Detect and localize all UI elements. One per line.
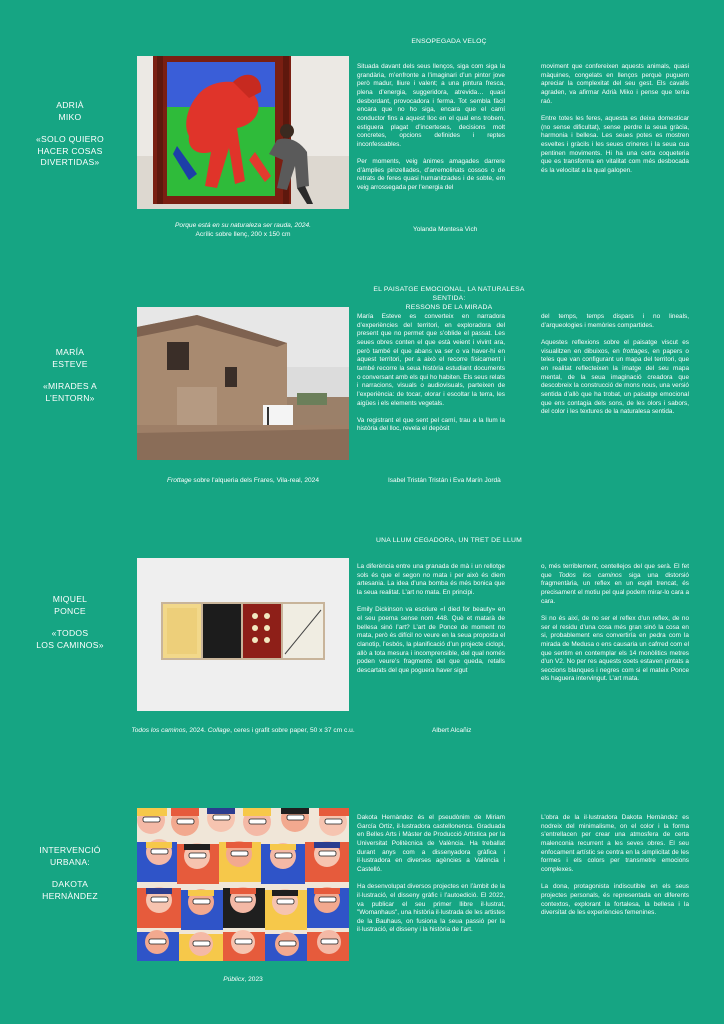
artist-label-maria-esteve: MARÍA ESTEVE «MIRADES A L’ENTORN» — [42, 347, 98, 403]
essay-column-left: María Esteve es converteix en narradora d’experiències del territori, en exploradora del present que no permet que s’oblide el passat. Les seues obres conten el que està veient i vivint ara, però també el que abans va ser o va haver-hi en aquest territori, per a això el recorre físicament i també recorre la seua història estudiant documents o conversant amb els qui ho habiten. Els seus relats i narracions, visuals o audiovisuals, parteixen de l’experiència: de tocar, olorar i escoltar la terra, les aigües i els elements vegetals. Va registrant el que sent pel camí, trau a la llum la història del lloc, revela el depòsit — [357, 313, 505, 433]
essay-author: Albert Alcañiz — [432, 727, 472, 734]
artwork-caption: Porque está en su naturaleza ser rauda, 2024. Acrílic sobre llenç, 200 x 150 cm — [175, 222, 311, 238]
artwork-caption: Públicx, 2023 — [223, 976, 263, 983]
essay-column-left: La diferència entre una granada de mà i un rellotge sols és que el segon no mata i per això és diem artesania. La idea d’una bomba és més bonica que la seua realitat. L’art no mata. En principi. Emily Dickinson va escriure «I died for beauty» en el seu poema sense nom 448. Què et matarà de bellesa sinó l’art? L’art de Ponce de moment no mata, però és difícil no veure en la seua proposta el clanotip, l’esbós, la planificació d’un projecte ciclopi, allò a tota mesura i incomprensible, del qual només poden veure’s fragments del que queda, retalls descartats del que poguera haver sigut — [357, 563, 505, 674]
artwork-photo-collage — [137, 558, 349, 711]
artist-name: ADRIÀ — [56, 100, 84, 110]
bio-column-left: Dakota Hernàndez és el pseudònim de Miriam García Ortiz, il·lustradora castellonenca. Graduada en Belles Arts i Màster de Producció Artística per la Universitat Politècnica de València. Ha treballat durant anys com a dissenyadora gràfica i il·lustradora en diverses agències a València i Castelló. Ha desenvolupat diversos projectes en l’àmbit de la il·lustració, el disseny gràfic i l’autoedició. El 2022, va publicar el seu primer llibre il·lustrat, "Womanhaus", una història il·lustrada de les artistes de la Bauhaus, on fusiona la seua passió per la il·lustració, el disseny i la història de l’art. — [357, 814, 505, 934]
essay-column-right: del temps, temps dispars i no lineals, d’arqueologies i memòries compartides. Aquestes reflexions sobre el paisatge viscut es visualitzen en dibuixos, en frottages, en papers o teles que van configurant un mapa del territori, que en realitat reflecteixen la imatge del seu mapa mental, de la seua imaginació creadora que descobreix la construcció de mons nous, una versió sentida d’allò que ha trobat, un paisatge emocional que ens contagia dels sons, de les olors i sabors, del color i les textures de la naturalesa sentida. — [541, 313, 689, 416]
artwork-caption: Todos los caminos, 2024. Collage, ceres i grafit sobre paper, 50 x 37 cm c.u. — [131, 727, 355, 734]
artwork-illustration-crowd — [137, 808, 349, 961]
bio-column-right: L’obra de la il·lustradora Dakota Hernàndez es nodreix del minimalisme, on el color i la forma s’entrellacen per crear una atmosfera de certa malenconia recurrent a les seves obres. El seu enfocament artístic se centra en la simplicitat de les formes i els colors per transmetre emocions complexes. La dona, protagonista indiscutible en els seus projectes personals, és representada en diferents contextos, explorant la fortalesa, la bellesa i la diversitat de les experiències femenines. — [541, 814, 689, 917]
artist-quote: HACER COSAS — [37, 145, 103, 156]
artwork-photo-horse — [137, 56, 349, 209]
artist-label-miquel-ponce: MIQUEL PONCE «TODOS LOS CAMINOS» — [36, 594, 104, 650]
essay-title: ENSOPEGADA VELOÇ — [411, 38, 487, 45]
artwork-photo-farmhouse — [137, 307, 349, 460]
essay-column-right: o, més terriblement, centellejos del que serà. El fet que Todos los caminos siga una distorsió fragmentària, un reflex en un espill trencat, és precisament el motiu pel qual podem mirar-lo cara a cara. Si no és així, de no ser el reflex d’un reflex, de no ser el residu d’una cosa més gran sinó la cosa en si, probablement ens convertiría en pedra com la mirada de Medusa o ens causaria un cafrred com el que sentim en contemplar els 14 monòlitics metres d’un V2. No per res aquests coets estaven pintats a seccions blanques i negres com si el mateix Ponce els haguera intervingut. L’art mata. — [541, 563, 689, 683]
essay-author: Yolanda Montesa Vich — [413, 226, 478, 233]
essay-title: UNA LLUM CEGADORA, UN TRET DE LLUM — [376, 537, 522, 544]
essay-author: Isabel Tristán Tristán i Eva Marín Jordà — [388, 477, 501, 484]
artwork-caption: Frottage sobre l’alqueria dels Frares, Vila-real, 2024 — [167, 477, 319, 484]
artist-label-dakota-hernandez: INTERVENCIÓ URBANA: DAKOTA HERNÀNDEZ — [39, 845, 101, 901]
essay-column-right: moviment que confereixen aquests animals, quasi màquines, congelats en llenços perquè puguem apreciar la complexitat del seu gest. Els cavalls agraden, va afirmar Adrià Miko i pense que tenia raó. Entre totes les feres, aquesta es deixa domesticar (no sense dificultat), sense perdre la seua gràcia, harmonia i bellesa. Les seues potes es mostren esveltes i gràcils i les seues crineres i la seua cua pentinen moviments. Hi ha una certa coqueteria que es transforma en vitalitat com més desbocada és la velocitat a la qual galopen. — [541, 63, 689, 174]
essay-column-left: Situada davant dels seus llenços, siga com siga la grandària, m’enfronte a l’imaginari d’un pintor jove però madur, lliure i valent; a una pintura fresca, plena d’energia, suggeridora, atrevida… quasi desbordant, provocadora i ferma. Tot sembla fàcil encara que no ho siga, encara que el camí conductor fins a aquest lloc en el qual ens trobem, estiguera plagat d’incerteses, decisions molt concretes, opcions definides i reptes inconfessables. Per moments, veig ànimes amagades darrere d’àmplies pinzellades, d’arremolinats cossos o de retrats de feres quasi humanitzades i de sobte, em veig arrossegada per l’energia del — [357, 63, 505, 192]
artist-quote: «SOLO QUIERO — [36, 134, 104, 145]
artist-quote: DIVERTIDAS» — [40, 157, 100, 168]
artist-label-adria-miko — [22, 100, 118, 169]
essay-title: EL PAISATGE EMOCIONAL, LA NATURALESA SENTIDA: RESSONS DE LA MIRADA — [373, 286, 525, 312]
artist-name: MIKO — [58, 111, 82, 122]
